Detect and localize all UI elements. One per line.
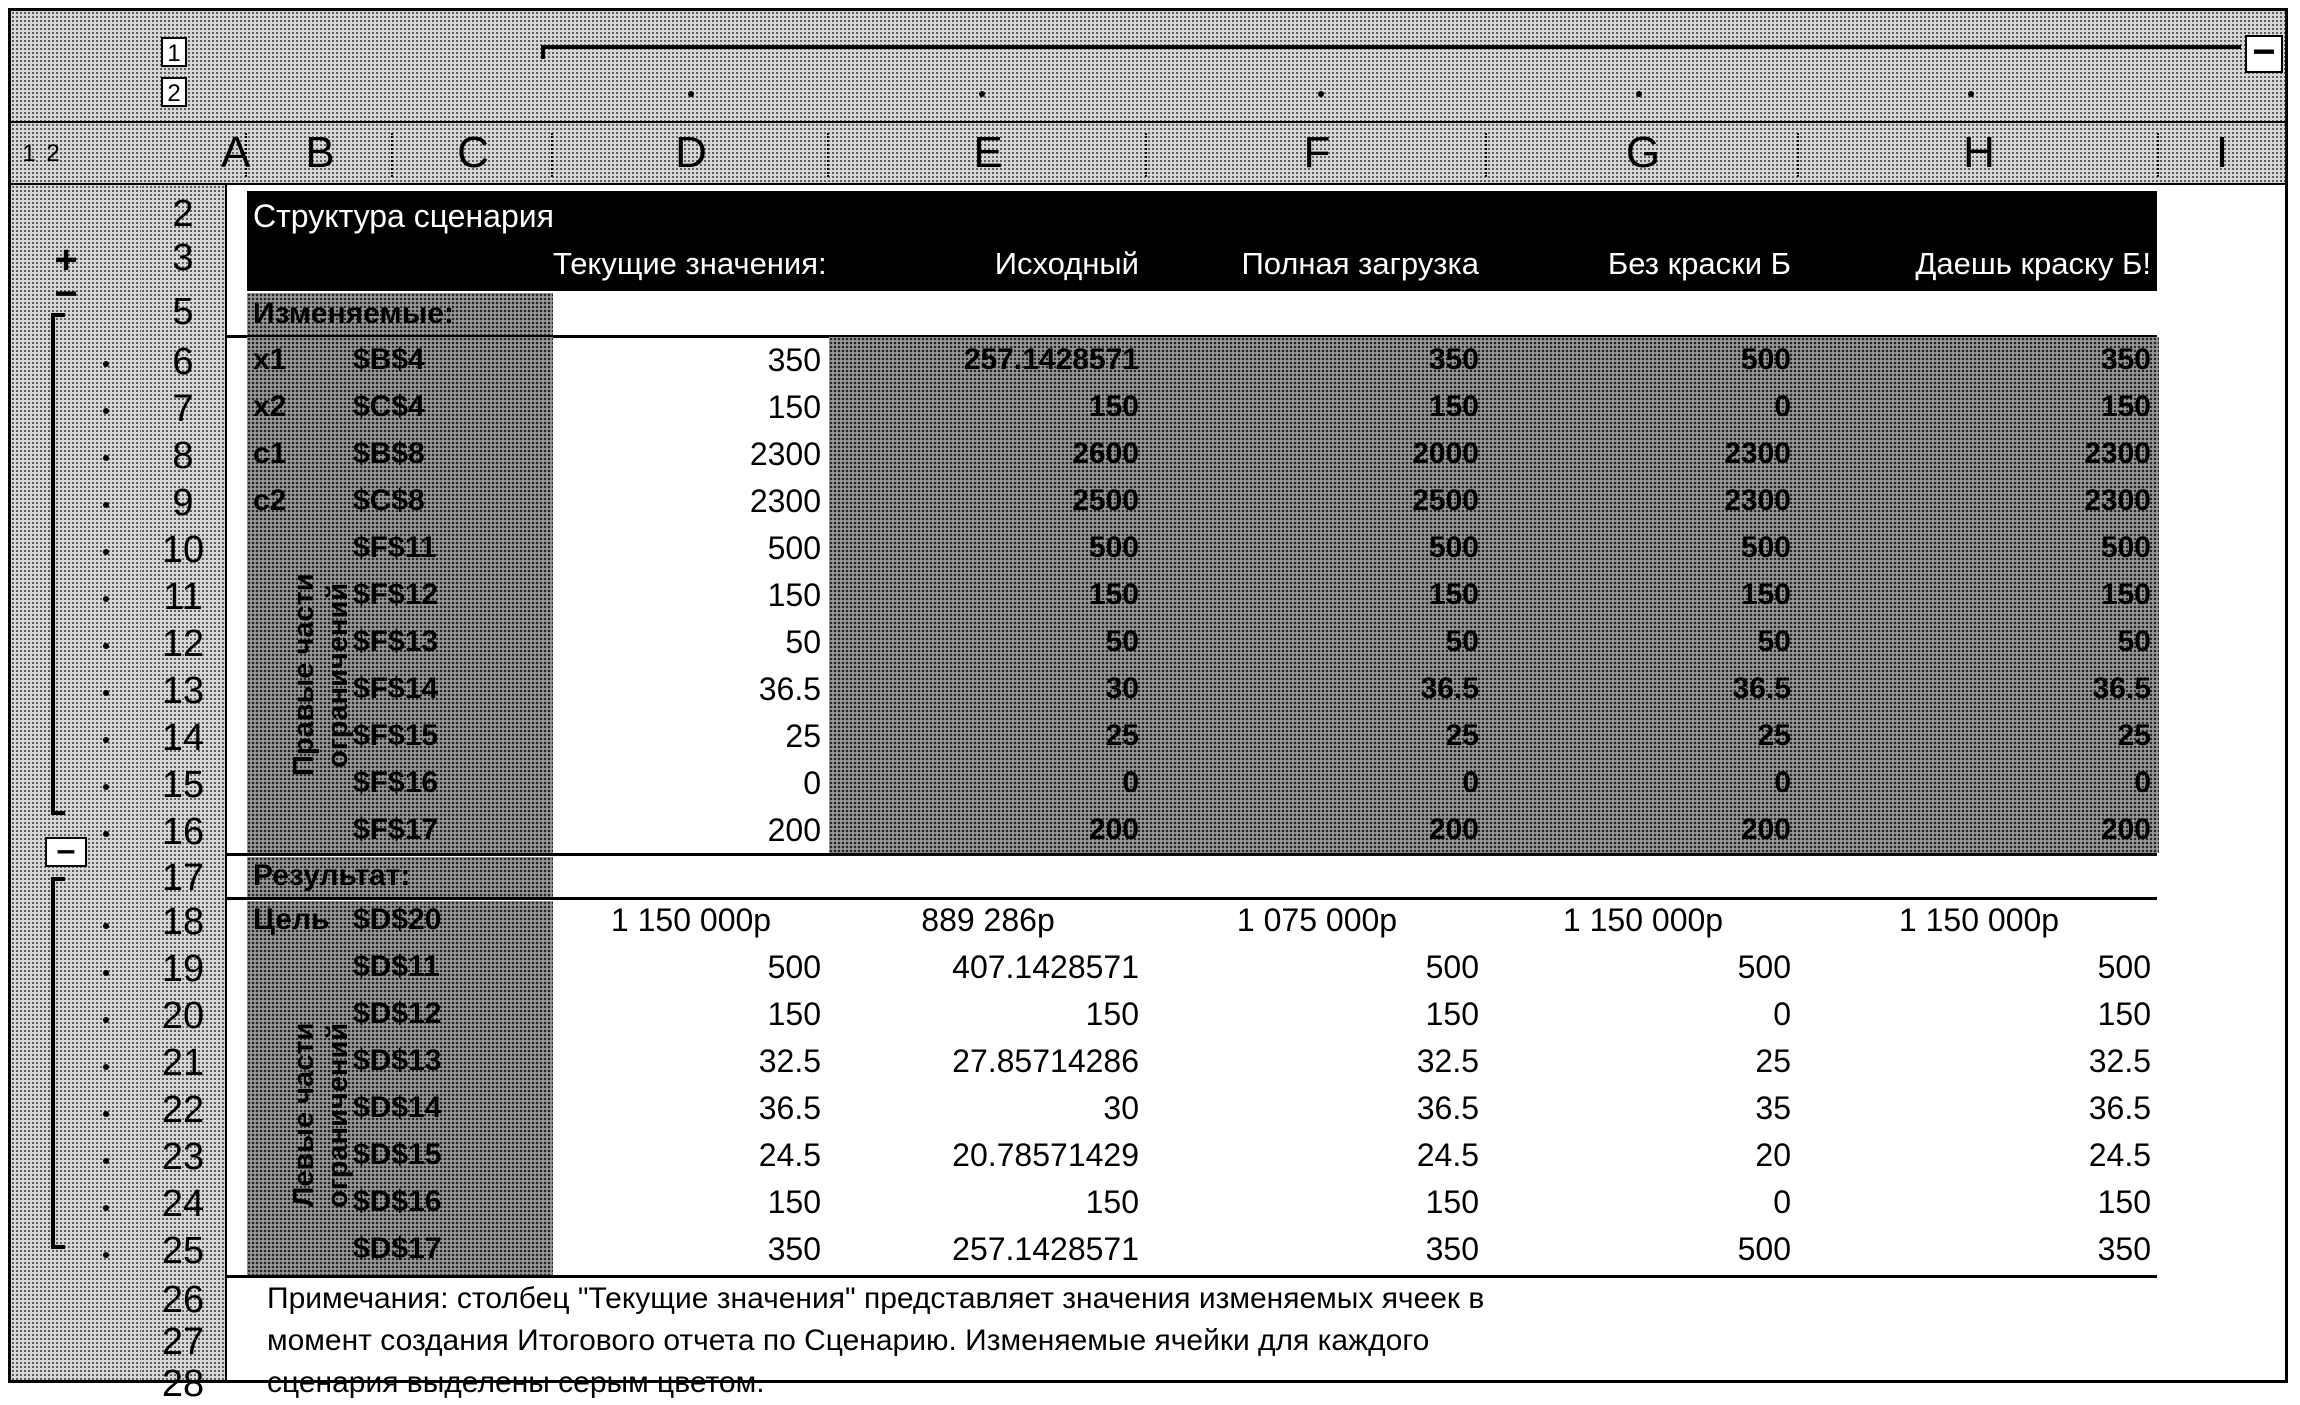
value-cell[interactable]: 500 — [1740, 343, 1791, 376]
value-cell[interactable]: 150 — [767, 1184, 821, 1220]
value-cell[interactable]: 500 — [1737, 949, 1791, 985]
value-cell[interactable]: 350 — [1425, 1231, 1479, 1267]
row-detail-dot — [103, 831, 109, 837]
value-cell[interactable]: 1 150 000р — [1562, 902, 1724, 938]
changing-cell-name[interactable]: x2 — [253, 390, 287, 423]
value-cell[interactable]: 2500 — [1412, 484, 1479, 517]
row-detail-dot — [103, 1205, 109, 1211]
value-cell[interactable]: 200 — [1088, 813, 1139, 846]
row-detail-dot — [103, 502, 109, 508]
value-cell[interactable]: 27.85714286 — [952, 1043, 1139, 1079]
result-cell-name[interactable] — [247, 944, 347, 990]
value-cell[interactable]: 150 — [767, 996, 821, 1032]
row-header[interactable]: 18 — [161, 901, 205, 943]
value-cell[interactable]: 2300 — [749, 483, 821, 519]
changing-cell-ref[interactable]: $F$17 — [353, 813, 439, 846]
value-cell[interactable]: 407.1428571 — [952, 949, 1139, 985]
value-cell[interactable]: 2300 — [2084, 437, 2151, 470]
row-header[interactable]: 25 — [161, 1230, 205, 1272]
column-group-collapse-button[interactable]: − — [2245, 35, 2283, 73]
column-divider — [1145, 133, 1147, 177]
changing-cell-ref[interactable]: $F$11 — [353, 531, 437, 564]
result-cell-name[interactable] — [247, 991, 347, 1037]
result-cell-ref[interactable]: $D$13 — [353, 1044, 442, 1077]
changing-cell-ref[interactable]: $F$13 — [353, 625, 439, 658]
value-cell[interactable]: 200 — [1740, 813, 1791, 846]
group-dot — [688, 91, 694, 97]
row-header[interactable]: 19 — [161, 948, 205, 990]
column-outline-bar — [11, 11, 2285, 121]
changing-cell-ref[interactable]: $B$8 — [353, 437, 425, 470]
value-cell[interactable]: 0 — [803, 765, 821, 801]
changing-cell-name[interactable] — [247, 572, 347, 618]
row-header[interactable]: 24 — [161, 1183, 205, 1225]
row-header[interactable]: 11 — [163, 576, 203, 618]
worksheet-grid — [227, 185, 2285, 1399]
changing-cell-name[interactable]: x1 — [253, 343, 287, 376]
value-cell[interactable]: 36.5 — [1732, 672, 1791, 705]
value-cell[interactable]: 150 — [1085, 1184, 1139, 1220]
value-cell[interactable]: 2500 — [1072, 484, 1139, 517]
group-dot — [979, 91, 985, 97]
spreadsheet-window — [8, 8, 2288, 1405]
value-cell[interactable]: 2300 — [1724, 484, 1791, 517]
value-cell[interactable]: 2600 — [1072, 437, 1139, 470]
value-cell[interactable]: 500 — [1737, 1231, 1791, 1267]
changing-cell-ref[interactable]: $F$14 — [353, 672, 439, 705]
row-detail-dot — [103, 408, 109, 414]
value-cell[interactable]: 25 — [2117, 719, 2151, 752]
column-header-A[interactable]: A — [221, 128, 251, 177]
column-header-row — [11, 121, 2285, 185]
value-cell[interactable]: 500 — [1740, 531, 1791, 564]
value-cell[interactable]: 36.5 — [2088, 1090, 2151, 1126]
column-header-H[interactable]: H — [1963, 128, 1995, 177]
column-divider — [1485, 133, 1487, 177]
value-cell[interactable]: 36.5 — [1416, 1090, 1479, 1126]
row-header[interactable]: 5 — [172, 291, 194, 333]
value-cell[interactable]: 500 — [2100, 531, 2151, 564]
row-detail-dot — [103, 1252, 109, 1258]
result-cell-name[interactable]: Цель — [253, 903, 330, 936]
result-cell-name[interactable] — [247, 1038, 347, 1084]
column-divider — [245, 133, 247, 177]
expand-group-button[interactable]: + — [54, 238, 78, 282]
value-cell[interactable]: 32.5 — [1416, 1043, 1479, 1079]
row-header[interactable]: 12 — [161, 623, 205, 665]
result-cell-ref[interactable]: $D$11 — [353, 950, 440, 983]
value-cell[interactable]: 2300 — [749, 436, 821, 472]
column-divider — [391, 133, 393, 177]
value-cell[interactable]: 200 — [2100, 813, 2151, 846]
column-divider — [551, 133, 553, 177]
column-header-E[interactable]: E — [973, 128, 1003, 177]
group-dot — [1968, 91, 1974, 97]
value-cell[interactable]: 150 — [2100, 390, 2151, 423]
value-cell[interactable]: 500 — [1428, 531, 1479, 564]
row-detail-dot — [103, 690, 109, 696]
value-cell[interactable]: 0 — [2134, 766, 2151, 799]
row-detail-dot — [103, 1158, 109, 1164]
result-cell-name[interactable] — [247, 1085, 347, 1131]
changing-cell-ref[interactable]: $B$4 — [353, 343, 425, 376]
value-cell[interactable]: 50 — [2117, 625, 2151, 658]
row-detail-dot — [103, 549, 109, 555]
value-cell[interactable]: 25 — [1105, 719, 1139, 752]
value-cell[interactable]: 50 — [1757, 625, 1791, 658]
value-cell[interactable]: 150 — [767, 577, 821, 613]
value-cell[interactable]: 500 — [1425, 949, 1479, 985]
collapse-group-button[interactable]: − — [54, 272, 78, 316]
value-cell[interactable]: 200 — [767, 812, 821, 848]
row-detail-dot — [103, 1017, 109, 1023]
result-cell-ref[interactable]: $D$15 — [353, 1138, 442, 1171]
scenario-header-1[interactable]: Исходный — [994, 246, 1139, 281]
row-header[interactable]: 23 — [161, 1136, 205, 1178]
changing-cell-name[interactable]: c1 — [253, 437, 287, 470]
value-cell[interactable]: 889 286р — [921, 902, 1055, 938]
value-cell[interactable]: 150 — [1088, 390, 1139, 423]
result-cell-ref[interactable]: $D$16 — [353, 1185, 442, 1218]
row-header[interactable]: 10 — [161, 529, 205, 571]
scenario-header-4[interactable]: Даешь краску Б! — [1915, 246, 2151, 281]
row-header[interactable]: 13 — [161, 670, 205, 712]
value-cell[interactable]: 500 — [1088, 531, 1139, 564]
row-header[interactable]: 7 — [172, 388, 194, 430]
result-section-label[interactable]: Результат: — [253, 859, 411, 892]
row-detail-dot — [103, 1111, 109, 1117]
value-cell[interactable]: 1 150 000р — [1898, 902, 2060, 938]
value-cell[interactable]: 36.5 — [1420, 672, 1479, 705]
scenario-header-2[interactable]: Полная загрузка — [1241, 246, 1479, 281]
value-cell[interactable]: 0 — [1774, 766, 1791, 799]
scenario-header-3[interactable]: Без краски Б — [1607, 246, 1791, 281]
value-cell[interactable]: 32.5 — [758, 1043, 821, 1079]
changing-cell-name[interactable] — [247, 619, 347, 665]
row-detail-dot — [103, 1064, 109, 1070]
changing-cell-name[interactable] — [247, 760, 347, 806]
collapse-result-group-button[interactable]: – — [45, 837, 87, 867]
row-group-bracket — [51, 877, 65, 1249]
row-level-1-button[interactable]: 1 — [22, 140, 36, 167]
note-line[interactable]: момент создания Итогового отчета по Сценарию. Изменяемые ячейки для каждого — [267, 1324, 1430, 1357]
row-detail-dot — [103, 784, 109, 790]
row-header-column — [141, 185, 227, 1405]
group-dot — [1318, 91, 1324, 97]
value-cell[interactable]: 150 — [2097, 1184, 2151, 1220]
column-divider — [2157, 133, 2159, 177]
result-cell-ref[interactable]: $D$17 — [353, 1232, 442, 1265]
changing-cell-ref[interactable]: $C$4 — [353, 390, 425, 423]
row-detail-dot — [103, 970, 109, 976]
changing-section-label[interactable]: Изменяемые: — [253, 297, 455, 330]
column-header-C[interactable]: C — [457, 128, 489, 177]
row-header[interactable]: 6 — [172, 341, 194, 383]
value-cell[interactable]: 0 — [1773, 996, 1791, 1032]
col-level-2-button[interactable]: 2 — [161, 77, 187, 107]
value-cell[interactable]: 25 — [1755, 1043, 1791, 1079]
value-cell[interactable]: 2000 — [1412, 437, 1479, 470]
value-cell[interactable]: 0 — [1122, 766, 1139, 799]
value-cell[interactable]: 30 — [1105, 672, 1139, 705]
changing-cell-name[interactable] — [247, 713, 347, 759]
value-cell[interactable]: 150 — [1425, 1184, 1479, 1220]
value-cell[interactable]: 350 — [767, 1231, 821, 1267]
row-header[interactable]: 22 — [161, 1089, 205, 1131]
column-group-bracket — [541, 45, 2241, 59]
row-header[interactable]: 17 — [161, 857, 205, 899]
left-side-label: Левые части ограничений — [288, 1022, 354, 1208]
value-cell[interactable]: 500 — [2097, 949, 2151, 985]
row-header[interactable]: 15 — [161, 764, 205, 806]
row-level-2-button[interactable]: 2 — [46, 140, 60, 167]
row-header[interactable]: 27 — [161, 1321, 205, 1363]
value-cell[interactable]: 50 — [1445, 625, 1479, 658]
col-level-1-button[interactable]: 1 — [161, 37, 187, 67]
value-cell[interactable]: 30 — [1103, 1090, 1139, 1126]
row-detail-dot — [103, 596, 109, 602]
changing-cell-ref[interactable]: $F$16 — [353, 766, 439, 799]
value-cell[interactable]: 150 — [1428, 578, 1479, 611]
column-header-I[interactable]: I — [2215, 128, 2229, 177]
column-header-D[interactable]: D — [675, 128, 707, 177]
changing-cell-ref[interactable]: $F$15 — [353, 719, 439, 752]
value-cell[interactable]: 0 — [1462, 766, 1479, 799]
row-header[interactable]: 3 — [172, 237, 194, 279]
row-detail-dot — [103, 737, 109, 743]
group-dot — [1636, 91, 1642, 97]
value-cell[interactable]: 20.78571429 — [952, 1137, 1139, 1173]
row-detail-dot — [103, 361, 109, 367]
value-cell[interactable]: 1 075 000р — [1236, 902, 1398, 938]
value-cell[interactable]: 150 — [2100, 578, 2151, 611]
changing-cell-name[interactable] — [247, 807, 347, 853]
changing-cell-ref[interactable]: $F$12 — [353, 578, 439, 611]
value-cell[interactable]: 36.5 — [758, 1090, 821, 1126]
value-cell[interactable]: 50 — [1105, 625, 1139, 658]
row-group-bracket — [51, 313, 65, 815]
row-detail-dot — [103, 643, 109, 649]
value-cell[interactable]: 150 — [1740, 578, 1791, 611]
changing-cell-name[interactable] — [247, 666, 347, 712]
value-cell[interactable]: 350 — [767, 342, 821, 378]
value-cell[interactable]: 32.5 — [2088, 1043, 2151, 1079]
row-header[interactable]: 26 — [161, 1279, 205, 1321]
row-header[interactable]: 28 — [161, 1363, 205, 1405]
value-cell[interactable]: 1 150 000р — [610, 902, 772, 938]
column-divider — [827, 133, 829, 177]
result-cell-name[interactable] — [247, 1132, 347, 1178]
column-header-F[interactable]: F — [1303, 128, 1331, 177]
value-cell[interactable]: 0 — [1774, 390, 1791, 423]
value-cell[interactable]: 2300 — [1724, 437, 1791, 470]
value-cell[interactable]: 20 — [1755, 1137, 1791, 1173]
result-cell-ref[interactable]: $D$20 — [353, 903, 442, 936]
report-title[interactable]: Структура сценария — [253, 198, 554, 234]
value-cell[interactable]: 150 — [1088, 578, 1139, 611]
value-cell[interactable]: 350 — [2097, 1231, 2151, 1267]
value-cell[interactable]: 2300 — [2084, 484, 2151, 517]
current-values-header[interactable]: Текущие значения: — [553, 246, 827, 281]
value-cell[interactable]: 500 — [767, 530, 821, 566]
value-cell[interactable]: 150 — [2097, 996, 2151, 1032]
row-outline-bar — [11, 185, 141, 1380]
value-cell[interactable]: 25 — [1445, 719, 1479, 752]
row-header[interactable]: 2 — [172, 193, 194, 235]
row-detail-dot — [103, 455, 109, 461]
row-header[interactable]: 16 — [161, 811, 205, 853]
row-header[interactable]: 8 — [172, 435, 194, 477]
result-cell-ref[interactable]: $D$12 — [353, 997, 442, 1030]
right-side-label: Правые части ограничений — [288, 573, 354, 777]
value-cell[interactable]: 257.1428571 — [952, 1231, 1139, 1267]
column-header-G[interactable]: G — [1625, 128, 1661, 177]
value-cell[interactable]: 150 — [1425, 996, 1479, 1032]
note-line[interactable]: сценария выделены серым цветом. — [267, 1366, 765, 1399]
column-header-B[interactable]: B — [305, 128, 335, 177]
row-header[interactable]: 20 — [161, 995, 205, 1037]
result-cell-name[interactable] — [247, 1226, 347, 1272]
value-cell[interactable]: 350 — [2100, 343, 2151, 376]
value-cell[interactable]: 24.5 — [758, 1137, 821, 1173]
value-cell[interactable]: 150 — [1428, 390, 1479, 423]
row-header[interactable]: 14 — [161, 717, 205, 759]
value-cell[interactable]: 50 — [785, 624, 821, 660]
result-cell-ref[interactable]: $D$14 — [353, 1091, 442, 1124]
value-cell[interactable]: 24.5 — [1416, 1137, 1479, 1173]
value-cell[interactable]: 150 — [767, 389, 821, 425]
value-cell[interactable]: 150 — [1085, 996, 1139, 1032]
value-cell[interactable]: 24.5 — [2088, 1137, 2151, 1173]
value-cell[interactable]: 25 — [785, 718, 821, 754]
value-cell[interactable]: 500 — [767, 949, 821, 985]
value-cell[interactable]: 25 — [1757, 719, 1791, 752]
note-line[interactable]: Примечания: столбец "Текущие значения" представляет значения изменяемых ячеек в — [267, 1282, 1485, 1315]
result-cell-name[interactable] — [247, 1179, 347, 1225]
value-cell[interactable]: 36.5 — [2092, 672, 2151, 705]
value-cell[interactable]: 350 — [1428, 343, 1479, 376]
row-header[interactable]: 9 — [172, 482, 194, 524]
value-cell[interactable]: 200 — [1428, 813, 1479, 846]
changing-cell-name[interactable] — [247, 525, 347, 571]
value-cell[interactable]: 36.5 — [758, 671, 821, 707]
column-divider — [1797, 133, 1799, 177]
value-cell[interactable]: 35 — [1755, 1090, 1791, 1126]
row-header[interactable]: 21 — [161, 1042, 205, 1084]
value-cell[interactable]: 257.1428571 — [963, 343, 1139, 376]
value-cell[interactable]: 0 — [1773, 1184, 1791, 1220]
changing-cell-name[interactable]: c2 — [253, 484, 287, 517]
changing-cell-ref[interactable]: $C$8 — [353, 484, 425, 517]
row-detail-dot — [103, 923, 109, 929]
